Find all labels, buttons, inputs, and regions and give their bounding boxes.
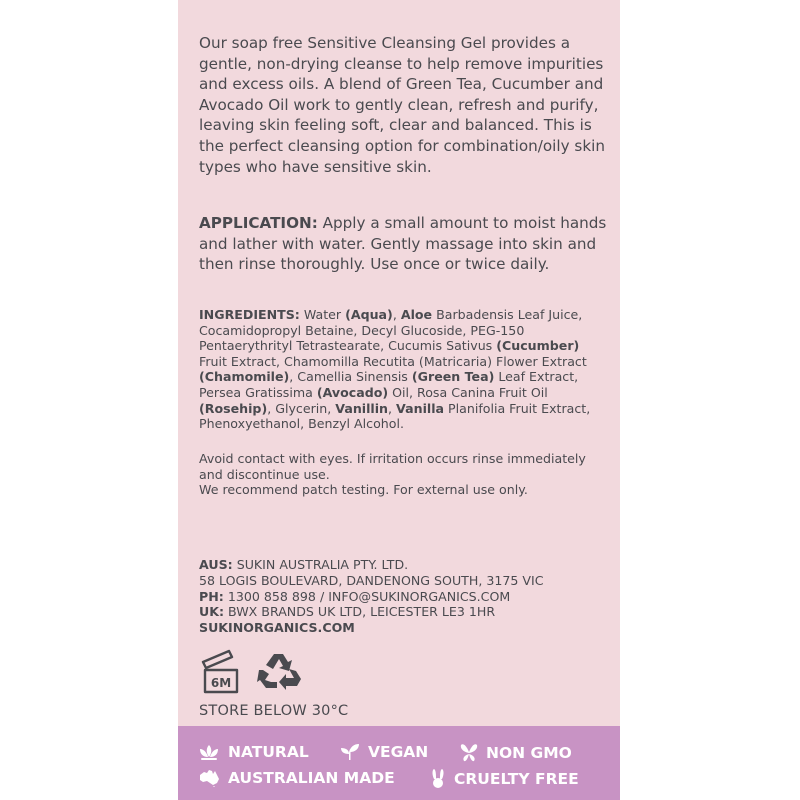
storage-instructions: STORE BELOW 30°C xyxy=(199,703,349,719)
phone-line xyxy=(199,589,609,605)
phone-email: 1300 858 898 / INFO@SUKINORGANICS.COM xyxy=(223,588,511,604)
website-line: SUKINORGANICS.COM xyxy=(199,620,355,636)
ingredient-text: Water xyxy=(299,307,346,322)
ingredient-text: Leaf Extract, Persea Gratissima xyxy=(199,369,579,400)
claim-vegan xyxy=(340,743,428,761)
product-description: Our soap free Sensitive Cleansing Gel provides a gentle, non-drying cleanse to help remove impurities and excess oils. A blend of Green Tea, Cucumber and Avocado Oil work to gently clean, refresh and purify, leaving skin feeling soft, clear and balanced. This is the perfect cleansing option for combination/oily skin types who have sensitive skin. xyxy=(199,34,605,176)
claim-cruelty-free-label: CRUELTY FREE xyxy=(454,770,579,788)
ingredients-list xyxy=(199,307,609,432)
ingredient-text: Fruit Extract, Chamomilla Recutita (Matricaria) Flower Extract xyxy=(199,353,587,369)
ingredient-text: Planifolia Fruit Extract, Phenoxyethanol, Benzyl Alcohol. xyxy=(199,400,591,432)
butterfly-icon xyxy=(460,743,478,763)
uk-company: BWX BRANDS UK LTD, LEICESTER LE3 1HR xyxy=(224,604,496,620)
ingredient-highlight: (Aqua) xyxy=(345,307,393,322)
product-label-panel xyxy=(178,0,620,800)
ingredient-highlight: (Green Tea) xyxy=(411,369,495,385)
warnings xyxy=(199,451,609,498)
ingredient-text: , xyxy=(388,400,397,416)
claim-natural xyxy=(198,743,309,761)
warning-eyes: Avoid contact with eyes. If irritation occurs rinse immediately and discontinue use. xyxy=(199,451,586,482)
ingredient-highlight: (Rosehip) xyxy=(199,400,268,416)
claim-australian-made-label: AUSTRALIAN MADE xyxy=(228,769,395,787)
manufacturer-address xyxy=(199,557,609,636)
symbols-row xyxy=(199,648,339,694)
uk-label: UK: xyxy=(199,604,225,620)
application-instructions xyxy=(199,213,609,275)
ingredient-highlight: Vanilla xyxy=(396,400,445,416)
phone-label: PH: xyxy=(199,588,224,604)
claims-band xyxy=(178,726,620,800)
claim-vegan-label: VEGAN xyxy=(368,743,429,761)
australia-map-icon xyxy=(198,769,220,787)
aus-label: AUS: xyxy=(199,557,233,572)
application-heading: APPLICATION: xyxy=(199,214,318,232)
ingredient-text: , Glycerin, xyxy=(267,400,336,416)
claim-non-gmo xyxy=(460,743,572,763)
street-line: 58 LOGIS BOULEVARD, DANDENONG SOUTH, 3175 VIC xyxy=(199,572,544,588)
aus-company: SUKIN AUSTRALIA PTY. LTD. xyxy=(232,557,409,572)
ingredient-highlight: (Avocado) xyxy=(316,384,389,400)
ingredient-highlight: (Cucumber) xyxy=(496,338,580,354)
ingredient-highlight: (Chamomile) xyxy=(199,369,290,385)
ingredient-text: Oil, Rosa Canina Fruit Oil xyxy=(388,384,548,400)
ingredient-highlight: Aloe xyxy=(400,307,433,322)
claim-australian-made xyxy=(198,769,395,787)
application-text: Apply a small amount to moist hands and lather with water. Gently massage into skin and then rinse thoroughly. Use once or twice daily. xyxy=(199,214,607,274)
bunny-icon xyxy=(430,769,446,789)
ingredients-heading: INGREDIENTS: xyxy=(199,307,300,322)
claim-cruelty-free xyxy=(430,769,579,789)
warning-patch-test: We recommend patch testing. For external use only. xyxy=(199,482,528,498)
period-after-opening-jar-icon xyxy=(199,648,245,694)
pao-label: 6M xyxy=(210,676,232,690)
uk-line xyxy=(199,604,609,620)
recycle-icon xyxy=(257,649,303,693)
ingredient-highlight: Vanillin xyxy=(335,400,389,416)
aus-line xyxy=(199,557,609,573)
claim-non-gmo-label: NON GMO xyxy=(486,744,572,762)
ingredient-text: Barbadensis Leaf Juice, Cocamidopropyl Betaine, Decyl Glucoside, PEG-150 Pentaerythrityl Tetrastearate, Cucumis Sativus xyxy=(199,307,583,354)
ingredient-text: , Camellia Sinensis xyxy=(289,369,412,385)
lotus-icon xyxy=(198,744,220,760)
ingredient-text: , xyxy=(392,307,401,322)
claim-natural-label: NATURAL xyxy=(228,743,309,761)
sprout-icon xyxy=(340,743,360,761)
